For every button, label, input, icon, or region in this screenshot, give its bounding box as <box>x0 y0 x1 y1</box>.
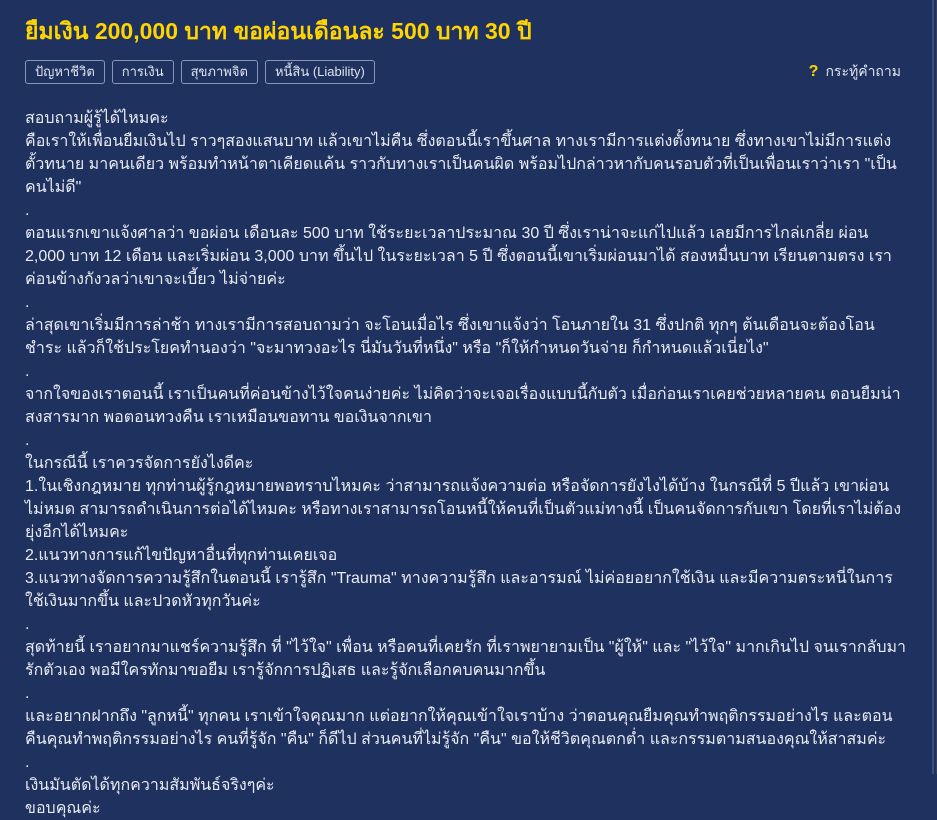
tag-liability[interactable]: หนี้สิน (Liability) <box>265 60 375 84</box>
post-body <box>0 84 937 820</box>
tag-finance[interactable]: การเงิน <box>112 60 174 84</box>
post-line: สุดท้ายนี้ เราอยากมาแชร์ความรู้สึก ที่ "ไว้ใจ" เพื่อน หรือคนที่เคยรัก ที่เราพยายามเป็น "ผู้ให้" และ "ไว้ใจ" มากเกินไป จนเรากลับมารักตัวเอง พอมีใครทักมาขอยืม เรารู้จักการปฏิเสธ และรู้จักเลือกคบคนมากขึ้น <box>25 639 907 679</box>
post-line: ล่าสุดเขาเริ่มมีการล่าช้า ทางเรามีการสอบถามว่า จะโอนเมื่อไร ซึ่งเขาแจ้งว่า โอนภายใน 31 ซึ่งปกติ ทุกๆ ต้นเดือนจะต้องโอนชำระ แล้วก็ใช้ประโยคทำนองว่า "จะมาทวงอะไร นี่มันวันที่หนึ่ง" หรือ "ก็ให้กำหนดวันจ่าย ก็กำหนดแล้วเนี่ยไง" <box>25 317 875 357</box>
tag-list <box>25 60 375 84</box>
post-line: ในกรณีนี้ เราควรจัดการยังไงดีคะ <box>25 455 254 472</box>
post-line: 3.แนวทางจัดการความรู้สึกในตอนนี้ เรารู้สึก "Trauma" ทางความรู้สึก และอารมณ์ ไม่ค่อยอยากใช้เงิน และมีความตระหนี่ในการใช้เงินมากขึ้น และปวดหัวทุกวันค่ะ <box>25 570 893 610</box>
paragraph-separator: . <box>25 616 30 633</box>
post-line: ขอบคุณค่ะ <box>25 800 101 817</box>
post-line: ตอนแรกเขาแจ้งศาลว่า ขอผ่อน เดือนละ 500 บาท ใช้ระยะเวลาประมาณ 30 ปี ซึ่งเราน่าจะแก่ไปแล้ว เลยมีการไกล่เกลี่ย ผ่อน 2,000 บาท 12 เดือน และเริ่มผ่อน 3,000 บาท ขึ้นไป ในระยะเวลา 5 ปี ซึ่งตอนนี้เขาเริ่มผ่อนมาได้ สองหมื่นบาท เรียนตามตรง เราค่อนข้างกังวลว่าเขาจะเบี้ยว ไม่จ่ายค่ะ <box>25 225 892 288</box>
post-line: สอบถามผู้รู้ได้ไหมคะ <box>25 110 169 127</box>
tag-mental-health[interactable]: สุขภาพจิต <box>181 60 258 84</box>
paragraph-separator: . <box>25 294 30 311</box>
post-line: 1.ในเชิงกฎหมาย ทุกท่านผู้รู้กฎหมายพอทราบไหมคะ ว่าสามารถแจ้งความต่อ หรือจัดการยังไงได้บ้าง ในกรณีที่ 5 ปีแล้ว เขาผ่อนไม่หมด สามารถดำเนินการต่อได้ไหมคะ หรือทางเราสามารถโอนหนี้ให้คนที่เป็นตัวแม่ทางนี้ เป็นคนจัดการกับเขา โดยที่เราไม่ต้องยุ่งอีกได้ไหมคะ <box>25 478 902 541</box>
paragraph-separator: . <box>25 685 30 702</box>
thread-meta-row <box>0 60 937 84</box>
tag-life-problems[interactable]: ปัญหาชีวิต <box>25 60 105 84</box>
thread-type-badge <box>809 61 901 83</box>
paragraph-separator: . <box>25 432 30 449</box>
paragraph-separator: . <box>25 202 30 219</box>
post-line: 2.แนวทางการแก้ไขปัญหาอื่นที่ทุกท่านเคยเจอ <box>25 547 338 564</box>
post-line: คือเราให้เพื่อนยืมเงินไป ราวๆสองแสนบาท แล้วเขาไม่คืน ซึ่งตอนนี้เราขึ้นศาล ทางเรามีการแต่งตั้งทนาย ซึ่งทางเขาไม่มีการแต่งตั้วทนาย มาคนเดียว พร้อมทำหน้าตาเคียดแค้น ราวกับทางเราเป็นคนผิด พร้อมไปกล่าวหากับคนรอบตัวที่เป็นเพื่อนเราว่าเรา "เป็นคนไม่ดี" <box>25 133 897 196</box>
post-line: จากใจของเราตอนนี้ เราเป็นคนที่ค่อนข้างไว้ใจคนง่ายค่ะ ไม่คิดว่าจะเจอเรื่องแบบนี้กับตัว เมื่อก่อนเราเคยช่วยหลายคน ตอนยืมน่าสงสารมาก พอตอนทวงคืน เราเหมือนขอทาน ขอเงินจากเขา <box>25 386 901 426</box>
paragraph-separator: . <box>25 754 30 771</box>
thread-title: ยืมเงิน 200,000 บาท ขอผ่อนเดือนละ 500 บาท 30 ปี <box>25 18 532 44</box>
paragraph-separator: . <box>25 363 30 380</box>
post-line: และอยากฝากถึง "ลูกหนี้" ทุกคน เราเข้าใจคุณมาก แต่อยากให้คุณเข้าใจเราบ้าง ว่าตอนคุณยืมคุณทำพฤติกรรมอย่างไร และตอนคืนคุณทำพฤติกรรมอย่างไร คนที่รู้จัก "คืน" ก็ดีไป ส่วนคนที่ไม่รู้จัก "คืน" ขอให้ชีวิตคุณตกต่ำ และกรรมตามสนองคุณให้สาสมค่ะ <box>25 708 893 748</box>
scrollbar[interactable] <box>932 0 934 774</box>
thread-type-label: กระทู้คำถาม <box>825 63 901 79</box>
post-line: เงินมันตัดได้ทุกความสัมพันธ์จริงๆค่ะ <box>25 777 275 794</box>
question-mark-icon: ? <box>808 63 819 80</box>
